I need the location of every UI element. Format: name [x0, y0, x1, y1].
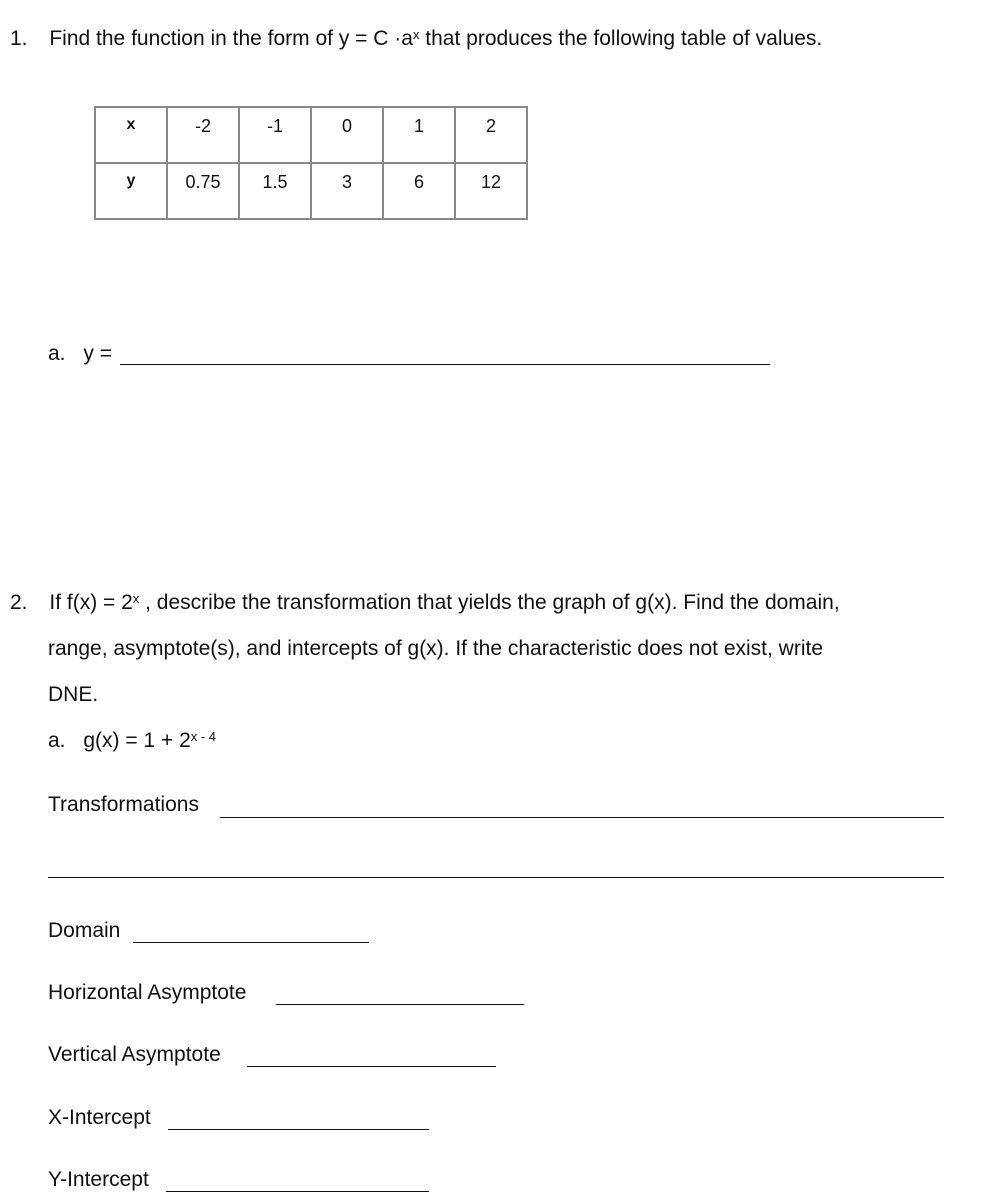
table-cell-y: 3 [311, 163, 383, 219]
domain-answer-line[interactable] [133, 942, 369, 943]
horizontal-asymptote-answer-line[interactable] [276, 1004, 524, 1005]
question-2-part-a [48, 729, 216, 753]
horizontal-asymptote-label: Horizontal Asymptote [48, 981, 247, 1004]
question-2-number: 2. [10, 591, 28, 614]
x-intercept-answer-line[interactable] [168, 1129, 429, 1130]
part-a-label: a. [48, 729, 66, 752]
table-cell-y: 0.75 [167, 163, 239, 219]
table-row-y [95, 163, 527, 219]
domain-label: Domain [48, 919, 121, 942]
table-row-x [95, 107, 527, 163]
question-1-number: 1. [10, 27, 28, 50]
question-2-line-2: range, asymptote(s), and intercepts of g(x). If the characteristic does not exist, write [48, 637, 824, 660]
part-a-label: a. [48, 342, 66, 365]
values-table [94, 106, 528, 220]
table-cell-x: 1 [383, 107, 455, 163]
table-cell-x: -2 [167, 107, 239, 163]
question-1-part-a [48, 342, 112, 366]
transformations-answer-line[interactable] [220, 817, 944, 818]
x-intercept-label: X-Intercept [48, 1106, 151, 1129]
vertical-asymptote-label: Vertical Asymptote [48, 1043, 221, 1066]
question-1-superscript: x [412, 27, 420, 42]
transformations-answer-line-2[interactable] [48, 877, 944, 878]
y-intercept-answer-line[interactable] [166, 1191, 429, 1192]
table-row-label-y: y [95, 163, 167, 219]
y-intercept-label: Y-Intercept [48, 1168, 149, 1191]
table-row-label-x: x [95, 107, 167, 163]
question-1-text-after: that produces the following table of values. [419, 27, 823, 50]
question-2-line-3: DNE. [48, 683, 99, 706]
question-2-line-1-after: , describe the transformation that yields the graph of g(x). Find the domain, [139, 591, 840, 614]
transformations-label: Transformations [48, 793, 199, 816]
question-1-text-before: Find the function in the form of y = C ·a [49, 27, 413, 50]
answer-line-y[interactable] [120, 364, 770, 365]
table-cell-x: 2 [455, 107, 527, 163]
part-a-exponent: x - 4 [190, 729, 217, 744]
question-1-prompt [10, 27, 822, 51]
table-cell-x: 0 [311, 107, 383, 163]
part-a-expression: g(x) = 1 + 2 [83, 729, 191, 752]
vertical-asymptote-answer-line[interactable] [247, 1066, 496, 1067]
table-cell-x: -1 [239, 107, 311, 163]
table-cell-y: 1.5 [239, 163, 311, 219]
question-2-line-1 [10, 591, 840, 615]
part-a-prompt: y = [83, 342, 112, 365]
table-cell-y: 6 [383, 163, 455, 219]
table-cell-y: 12 [455, 163, 527, 219]
question-2-line-1-before: If f(x) = 2 [49, 591, 133, 614]
question-2-superscript: x [132, 591, 140, 606]
